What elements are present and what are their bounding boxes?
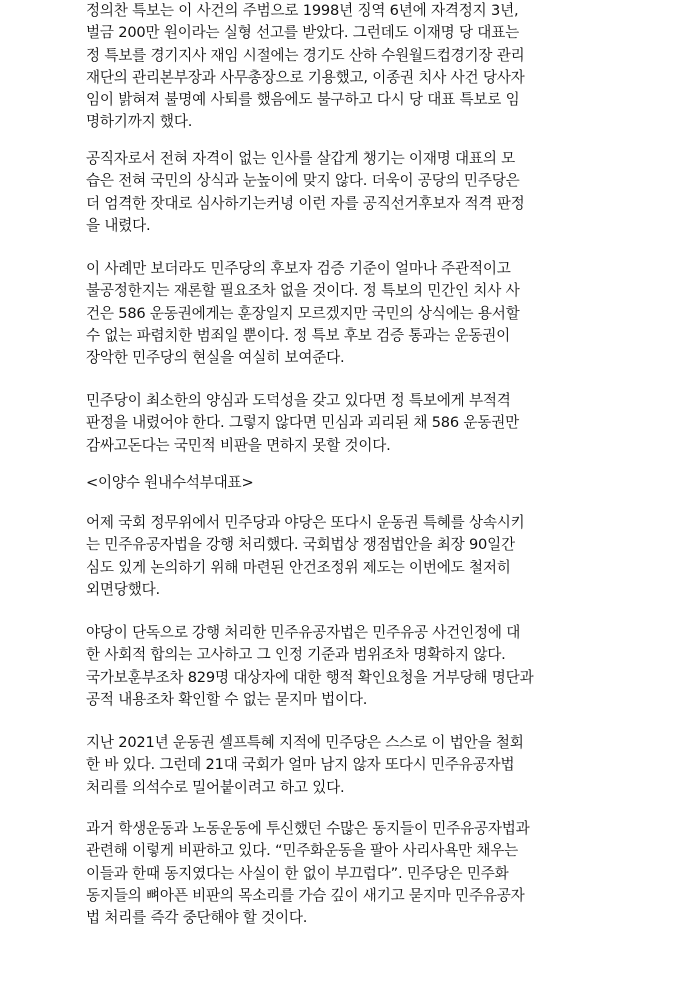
text-line: 수 없는 파렴치한 범죄일 뿐이다. 정 특보 후보 검증 통과는 운동권이: [86, 326, 511, 344]
text-line: 과거 학생운동과 노동운동에 투신했던 수많은 동지들이 민주유공자법과: [86, 820, 530, 837]
text-line: 국가보훈부조차 829명 대상자에 대한 행적 확인요청을 거부당해 명단과: [86, 668, 534, 686]
text-line: 관련해 이렇게 비판하고 있다. “민주화운동을 팔아 사리사욕만 채우는: [86, 842, 519, 860]
text-line: 처리를 의석수로 밀어붙이려고 하고 있다.: [86, 778, 345, 796]
text-line: 재단의 관리본부장과 사무총장으로 기용했고, 이종권 치사 사건 당사자: [86, 68, 525, 86]
text-line: 야당이 단독으로 강행 처리한 민주유공자법은 민주유공 사건인정에 대: [86, 624, 521, 641]
text-line: 장악한 민주당의 현실을 여실히 보여준다.: [86, 349, 345, 367]
text-line: <이양수 원내수석부대표>: [86, 474, 254, 491]
text-line: 공적 내용조차 확인할 수 없는 묻지마 법이다.: [86, 690, 368, 708]
text-line: 감싸고돈다는 국민적 비판을 면하지 못할 것이다.: [86, 436, 391, 454]
text-line: 임이 밝혀져 불명예 사퇴를 했음에도 불구하고 다시 당 대표 특보로 임: [86, 91, 520, 109]
text-line: 한 사회적 합의는 고사하고 그 인정 기준과 범위조차 명확하지 않다.: [86, 646, 506, 664]
text-line: 외면당했다.: [86, 580, 160, 598]
text-line: 더 엄격한 잣대로 심사하기는커녕 이런 자를 공직선거후보자 적격 판정: [86, 194, 525, 212]
paragraph-4: [86, 390, 519, 457]
text-line: 동지들의 뼈아픈 비판의 목소리를 가슴 깊이 새기고 묻지마 민주유공자: [86, 886, 525, 904]
text-line: 정 특보를 경기지사 재임 시절에는 경기도 산하 수원월드컵경기장 관리: [86, 46, 525, 64]
text-line: 습은 전혀 국민의 상식과 눈높이에 맞지 않다. 더욱이 공당의 민주당은: [86, 172, 520, 190]
text-line: 벌금 200만 원이라는 실형 선고를 받았다. 그런데도 이재명 당 대표는: [86, 24, 519, 42]
text-line: 이들과 한때 동지였다는 사실이 한 없이 부끄럽다”. 민주당은 민주화: [86, 864, 509, 882]
text-line: 공직자로서 전혀 자격이 없는 인사를 살갑게 챙기는 이재명 대표의 모: [86, 150, 516, 167]
paragraph-6: [86, 512, 525, 601]
paragraph-3: [86, 258, 520, 369]
text-line: 명하기까지 했다.: [86, 113, 193, 131]
text-line: 정의찬 특보는 이 사건의 주범으로 1998년 징역 6년에 자격정지 3년,: [86, 2, 519, 19]
text-line: 민주당이 최소한의 양심과 도덕성을 갖고 있다면 정 특보에게 부적격: [86, 392, 511, 409]
text-line: 심도 있게 논의하기 위해 마련된 안건조정위 제도는 이번에도 철저히: [86, 558, 511, 576]
text-line: 을 내렸다.: [86, 216, 151, 234]
paragraph-2: [86, 148, 525, 237]
text-line: 지난 2021년 운동권 셀프특혜 지적에 민주당은 스스로 이 법안을 철회: [86, 734, 524, 751]
text-line: 한 바 있다. 그런데 21대 국회가 얼마 남지 않자 또다시 민주유공자법: [86, 756, 515, 774]
text-line: 법 처리를 즉각 중단해야 할 것이다.: [86, 909, 308, 927]
text-line: 는 민주유공자법을 강행 처리했다. 국회법상 쟁점법안을 최장 90일간: [86, 536, 515, 554]
text-line: 어제 국회 정무위에서 민주당과 야당은 또다시 운동권 특혜를 상속시키: [86, 514, 525, 531]
text-line: 불공정한지는 재론할 필요조차 없을 것이다. 정 특보의 민간인 치사 사: [86, 282, 520, 300]
paragraph-7: [86, 622, 533, 711]
text-line: 건은 586 운동권에게는 훈장일지 모르겠지만 국민의 상식에는 용서할: [86, 304, 520, 322]
paragraph-8: [86, 732, 524, 799]
text-line: 이 사례만 보더라도 민주당의 후보자 검증 기준이 얼마나 주관적이고: [86, 260, 511, 277]
paragraph-9: [86, 818, 530, 929]
text-line: 판정을 내렸어야 한다. 그렇지 않다면 민심과 괴리된 채 586 운동권만: [86, 414, 519, 432]
paragraph-1: [86, 0, 525, 134]
speaker-heading: [86, 472, 253, 494]
